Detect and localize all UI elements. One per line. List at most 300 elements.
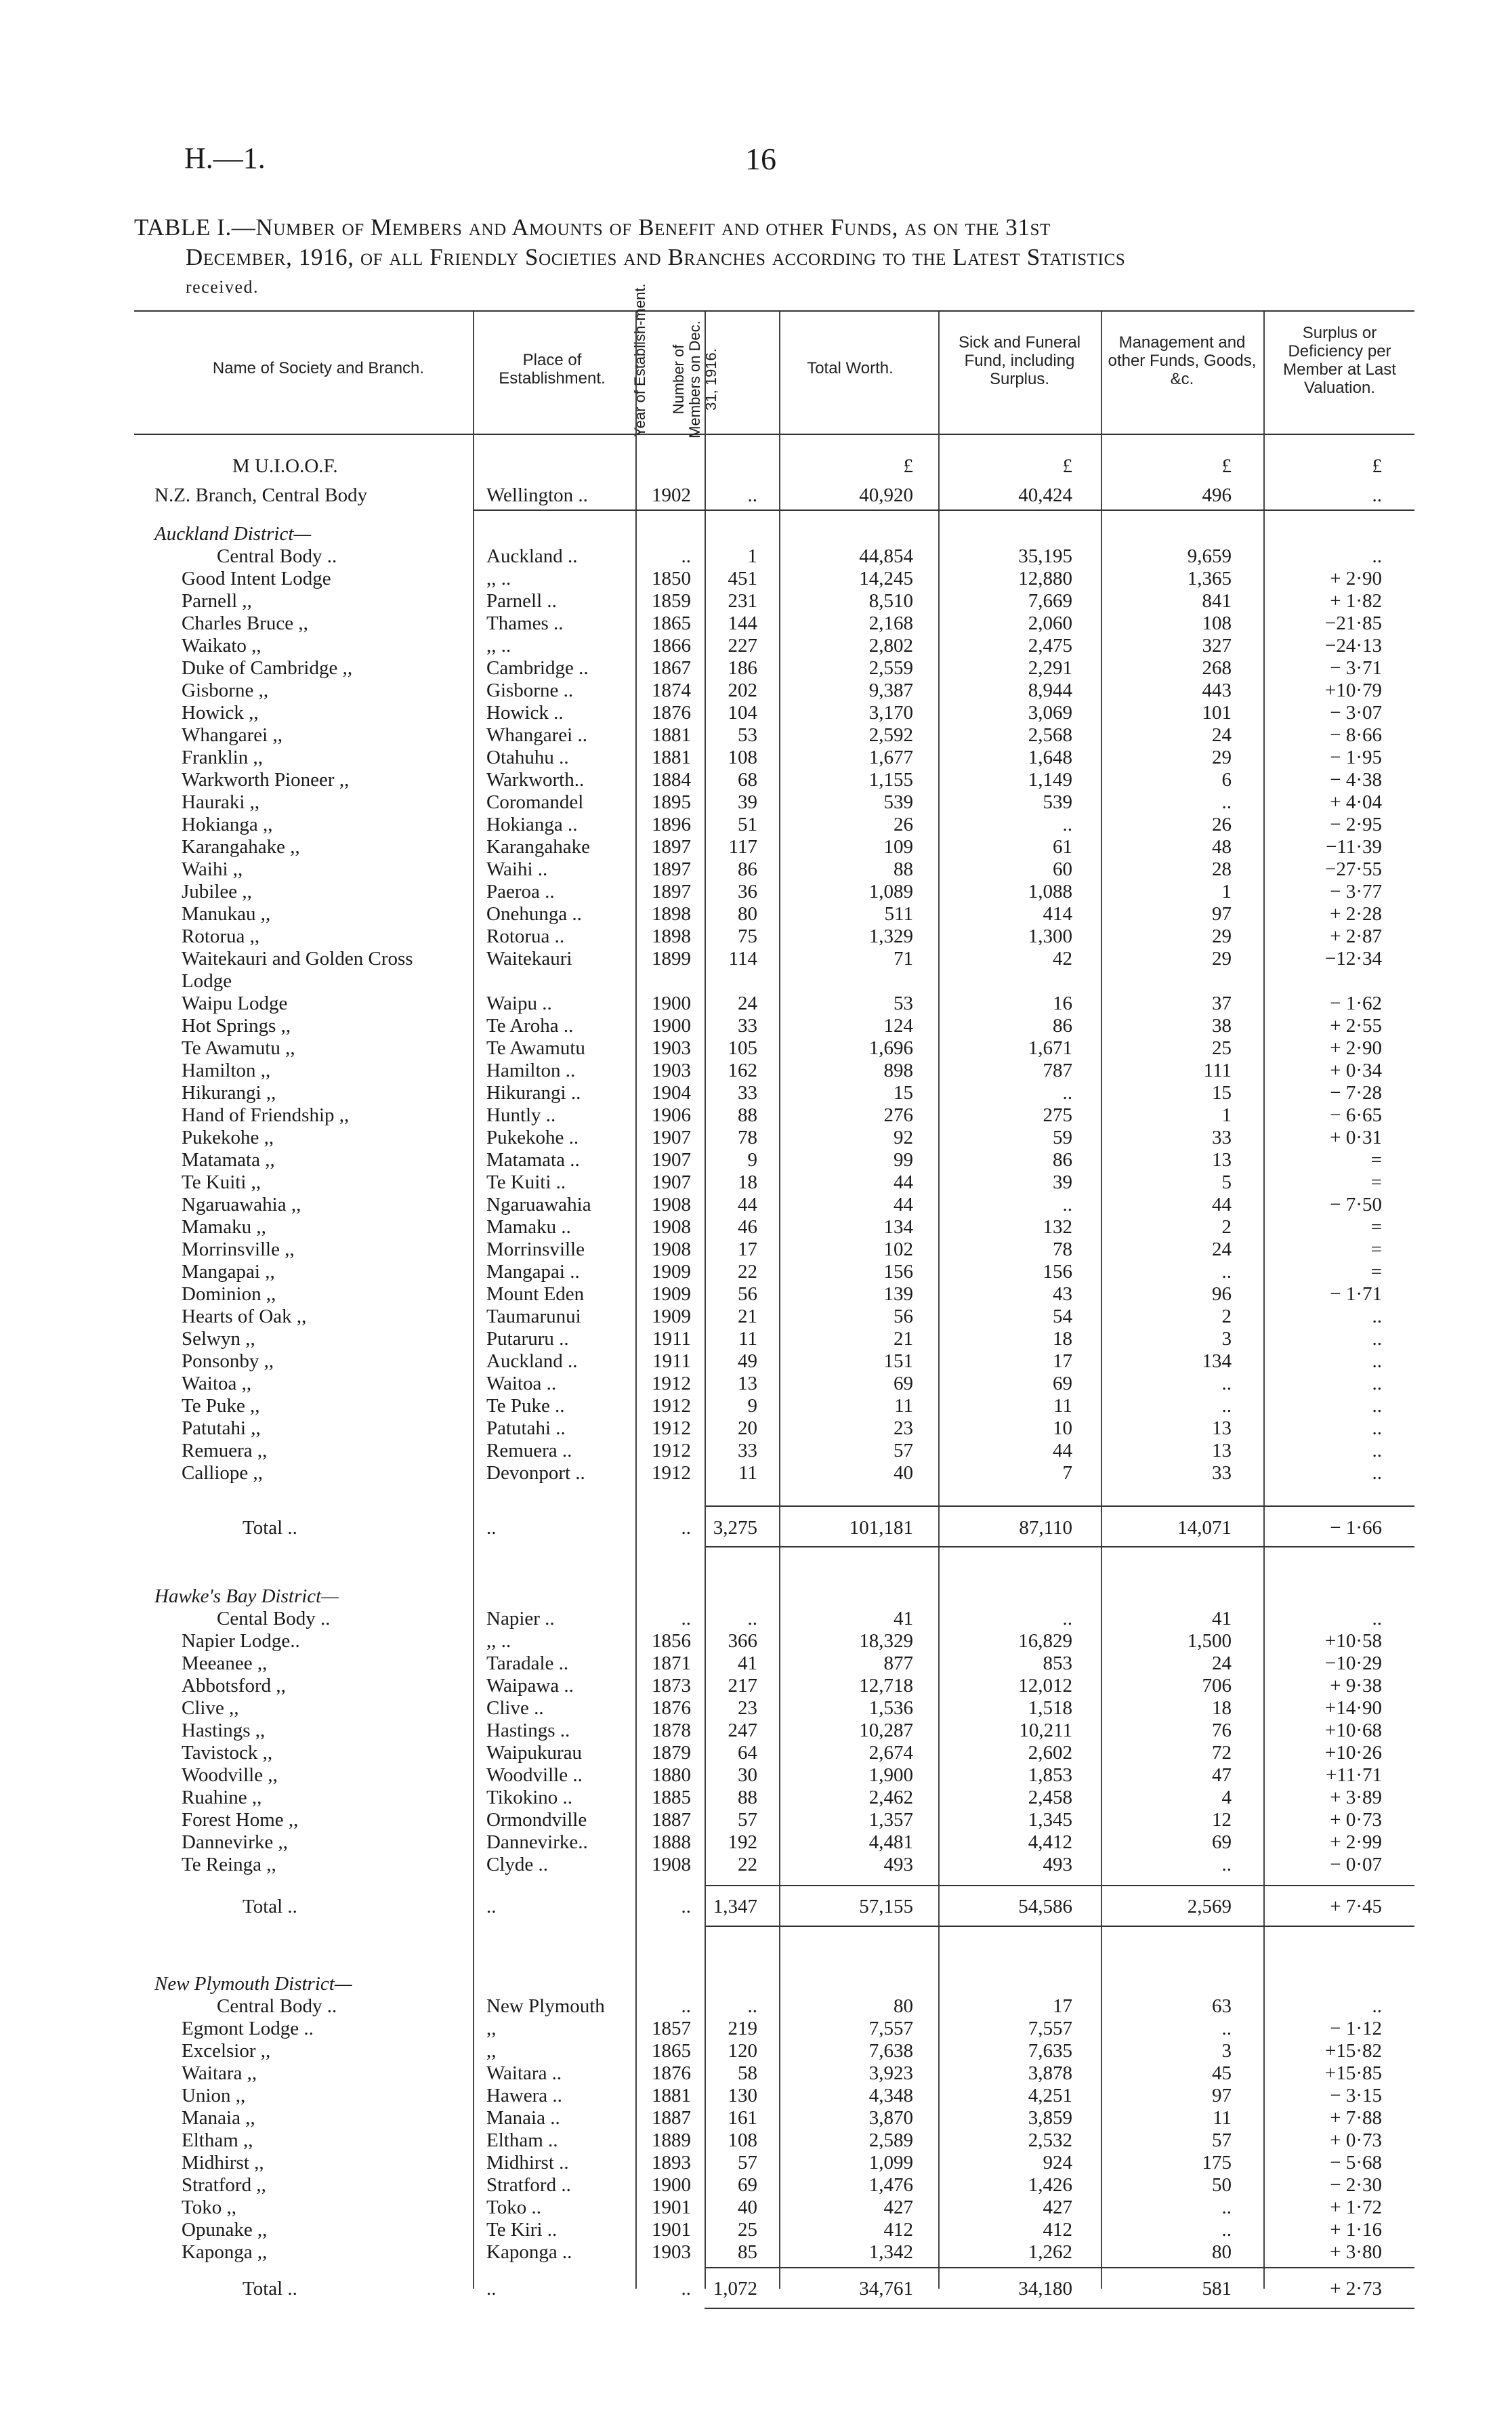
table-row bbox=[134, 2152, 1414, 2174]
total-worth-cell: 1,536 bbox=[868, 1697, 913, 1719]
table-row bbox=[134, 1630, 1414, 1652]
branch-name: Midhirst ,, bbox=[182, 2152, 264, 2174]
place-cell: Wellington .. bbox=[486, 484, 588, 506]
sick-fund-cell: 4,251 bbox=[1028, 2085, 1072, 2106]
place-cell: Te Aroha .. bbox=[486, 1015, 574, 1037]
table-row bbox=[134, 1395, 1414, 1417]
year-cell: .. bbox=[681, 2278, 691, 2300]
surplus-cell: .. bbox=[1372, 1373, 1382, 1394]
surplus-cell: + 7·88 bbox=[1330, 2107, 1382, 2129]
surplus-cell: + 2·90 bbox=[1330, 1037, 1382, 1059]
table-row bbox=[134, 2085, 1414, 2107]
year-cell: 1909 bbox=[652, 1283, 691, 1305]
place-cell: Mamaku .. bbox=[486, 1216, 571, 1238]
total-worth-cell: 1,476 bbox=[868, 2174, 913, 2196]
place-cell: ,, bbox=[486, 2018, 497, 2039]
management-cell: .. bbox=[1221, 2018, 1232, 2039]
members-cell: 22 bbox=[738, 1261, 757, 1283]
sick-fund-cell: 7,557 bbox=[1028, 2018, 1072, 2039]
surplus-cell: .. bbox=[1372, 1328, 1382, 1350]
surplus-cell: − 1·12 bbox=[1330, 2018, 1382, 2039]
table-row bbox=[134, 993, 1414, 1015]
table-row bbox=[134, 1104, 1414, 1127]
surplus-cell: −21·85 bbox=[1324, 612, 1382, 634]
surplus-cell: +10·79 bbox=[1324, 680, 1382, 701]
total-worth-cell: 7,557 bbox=[868, 2018, 913, 2039]
management-cell: .. bbox=[1221, 791, 1232, 813]
table-row bbox=[134, 2129, 1414, 2152]
sick-fund-cell: 2,475 bbox=[1028, 635, 1072, 657]
surplus-cell: + 0·73 bbox=[1330, 1809, 1382, 1831]
surplus-cell: +10·68 bbox=[1324, 1720, 1382, 1741]
column-header-name: Name of Society and Branch. bbox=[212, 359, 425, 377]
members-cell: 227 bbox=[728, 635, 757, 657]
place-cell: Auckland .. bbox=[486, 545, 578, 567]
members-cell: 20 bbox=[738, 1417, 757, 1439]
table-row bbox=[134, 2197, 1414, 2219]
sick-fund-cell: .. bbox=[1062, 1082, 1072, 1104]
sick-fund-cell: 3,878 bbox=[1028, 2062, 1072, 2084]
place-cell: Coromandel bbox=[486, 791, 584, 813]
branch-name: Waipu Lodge bbox=[182, 993, 288, 1014]
members-cell: 25 bbox=[738, 2219, 757, 2241]
year-cell: 1876 bbox=[652, 702, 691, 724]
total-worth-cell: 2,674 bbox=[868, 1742, 913, 1764]
total-worth-cell: 99 bbox=[894, 1149, 913, 1171]
members-cell: 3,275 bbox=[713, 1517, 757, 1539]
total-worth-cell: 1,329 bbox=[868, 926, 913, 947]
year-cell: 1908 bbox=[652, 1854, 691, 1875]
year-cell: 1865 bbox=[652, 2040, 691, 2062]
title-line-2: December, 1916, of all Friendly Societies and Branches according to the Latest Statistics bbox=[186, 244, 1126, 270]
members-cell: 451 bbox=[728, 568, 757, 589]
place-cell: Te Awamutu bbox=[486, 1037, 585, 1059]
year-cell: 1908 bbox=[652, 1216, 691, 1238]
year-cell: .. bbox=[681, 1608, 691, 1629]
year-cell: 1897 bbox=[652, 858, 691, 880]
members-cell: 9 bbox=[747, 1395, 757, 1417]
place-cell: Huntly .. bbox=[486, 1104, 556, 1126]
sick-fund-cell: .. bbox=[1062, 1608, 1072, 1629]
total-worth-cell: 898 bbox=[883, 1060, 913, 1081]
management-cell: 6 bbox=[1221, 769, 1232, 791]
sick-fund-cell: 2,458 bbox=[1028, 1787, 1072, 1808]
place-cell: Hamilton .. bbox=[486, 1060, 576, 1081]
members-cell: 217 bbox=[728, 1675, 757, 1697]
members-cell: 105 bbox=[728, 1037, 757, 1059]
year-cell: 1874 bbox=[652, 680, 691, 701]
sick-fund-cell: 787 bbox=[1043, 1060, 1072, 1081]
members-cell: .. bbox=[747, 1995, 757, 2017]
place-cell: Whangarei .. bbox=[486, 724, 587, 746]
sick-fund-cell: 427 bbox=[1043, 2197, 1072, 2218]
management-cell: 26 bbox=[1212, 814, 1232, 835]
document-code: H.—1. bbox=[184, 142, 266, 175]
branch-name: Cental Body .. bbox=[217, 1608, 331, 1629]
place-cell: Morrinsville bbox=[486, 1239, 585, 1260]
members-cell: 56 bbox=[738, 1283, 757, 1305]
branch-name: Dominion ,, bbox=[182, 1283, 276, 1305]
table-row bbox=[134, 568, 1414, 590]
surplus-cell: − 3·71 bbox=[1330, 657, 1382, 679]
sick-fund-cell: 86 bbox=[1053, 1015, 1072, 1037]
management-cell: 96 bbox=[1212, 1283, 1232, 1305]
year-cell: 1907 bbox=[652, 1171, 691, 1193]
year-cell: 1903 bbox=[652, 1060, 691, 1081]
members-cell: 57 bbox=[738, 2152, 757, 2174]
table-row bbox=[134, 1373, 1414, 1395]
management-cell: 11 bbox=[1213, 2107, 1232, 2129]
surplus-cell: + 2·73 bbox=[1330, 2278, 1382, 2300]
members-cell: 44 bbox=[738, 1194, 757, 1215]
management-cell: .. bbox=[1221, 1261, 1232, 1283]
place-cell: Waipu .. bbox=[486, 993, 552, 1014]
place-cell: Midhirst .. bbox=[486, 2152, 569, 2174]
column-header-management: Management and other Funds, Goods, &c. bbox=[1108, 333, 1257, 388]
management-cell: 72 bbox=[1212, 1742, 1232, 1764]
members-cell: 108 bbox=[728, 2129, 757, 2151]
sick-fund-cell: 54,586 bbox=[1018, 1896, 1072, 1917]
surplus-cell: − 2·30 bbox=[1330, 2174, 1382, 2196]
place-cell: Mount Eden bbox=[486, 1283, 585, 1305]
branch-name: Good Intent Lodge bbox=[182, 568, 331, 589]
table-row bbox=[134, 791, 1414, 814]
sick-fund-cell: 12,880 bbox=[1018, 568, 1072, 589]
total-rule bbox=[705, 1505, 1414, 1507]
management-cell: 1,365 bbox=[1187, 568, 1232, 589]
sick-fund-cell: 86 bbox=[1053, 1149, 1072, 1171]
place-cell: Waitoa .. bbox=[486, 1373, 557, 1394]
surplus-cell: − 1·66 bbox=[1330, 1517, 1382, 1539]
total-worth-cell: 1,357 bbox=[868, 1809, 913, 1831]
year-cell: 1867 bbox=[652, 657, 691, 679]
branch-name: Waihi ,, bbox=[182, 858, 243, 880]
surplus-cell: = bbox=[1370, 1239, 1382, 1260]
members-cell: 86 bbox=[738, 858, 757, 880]
table-row bbox=[134, 724, 1414, 747]
place-cell: Waipukurau bbox=[486, 1742, 583, 1764]
place-cell: Karangahake bbox=[486, 836, 590, 858]
members-cell: 22 bbox=[738, 1854, 757, 1875]
total-worth-cell: 2,559 bbox=[868, 657, 913, 679]
surplus-cell: − 3·77 bbox=[1330, 881, 1382, 902]
place-cell: Stratford .. bbox=[486, 2174, 571, 2196]
table-row bbox=[134, 1764, 1414, 1787]
total-worth-cell: 44,854 bbox=[859, 545, 913, 567]
management-cell: 101 bbox=[1202, 702, 1232, 724]
surplus-cell: − 2·95 bbox=[1330, 814, 1382, 835]
year-cell: 1873 bbox=[652, 1675, 691, 1697]
surplus-cell: .. bbox=[1372, 1995, 1382, 2017]
place-cell: New Plymouth bbox=[486, 1995, 605, 2017]
year-cell: 1907 bbox=[652, 1127, 691, 1148]
sick-fund-cell: 924 bbox=[1043, 2152, 1072, 2174]
year-cell: 1897 bbox=[652, 836, 691, 858]
management-cell: 4 bbox=[1221, 1787, 1232, 1808]
table-row bbox=[134, 1239, 1414, 1261]
management-cell: 3 bbox=[1221, 1328, 1232, 1350]
branch-name: Waitekauri and Golden Cross bbox=[182, 948, 413, 970]
members-cell: 247 bbox=[728, 1720, 757, 1741]
sick-fund-cell: 16 bbox=[1053, 993, 1072, 1014]
year-cell: 1908 bbox=[652, 1239, 691, 1260]
place-cell: Waitara .. bbox=[486, 2062, 562, 2084]
members-cell: 88 bbox=[738, 1787, 757, 1808]
total-worth-cell: 102 bbox=[883, 1239, 913, 1260]
branch-name: Karangahake ,, bbox=[182, 836, 300, 858]
surplus-cell: + 1·82 bbox=[1330, 590, 1382, 612]
management-cell: .. bbox=[1221, 1395, 1232, 1417]
total-worth-cell: 156 bbox=[883, 1261, 913, 1283]
members-cell: 114 bbox=[728, 948, 757, 970]
unit-sick: £ bbox=[1062, 455, 1072, 477]
table-row bbox=[134, 484, 1414, 507]
district-name: Auckland District— bbox=[154, 523, 312, 545]
management-cell: 1 bbox=[1221, 881, 1232, 902]
surplus-cell: = bbox=[1370, 1216, 1382, 1238]
members-cell: 18 bbox=[738, 1171, 757, 1193]
place-cell: ,, .. bbox=[486, 568, 511, 589]
sick-fund-cell: 69 bbox=[1053, 1373, 1072, 1394]
place-cell: ,, .. bbox=[486, 1630, 511, 1652]
management-cell: 97 bbox=[1212, 2085, 1232, 2106]
surplus-cell: −24·13 bbox=[1324, 635, 1382, 657]
members-cell: 11 bbox=[738, 1462, 757, 1484]
surplus-cell: − 1·95 bbox=[1330, 747, 1382, 768]
sick-fund-cell: 2,291 bbox=[1028, 657, 1072, 679]
place-cell: Devonport .. bbox=[486, 1462, 585, 1484]
management-cell: 33 bbox=[1212, 1462, 1232, 1484]
place-cell: Taradale .. bbox=[486, 1652, 569, 1674]
total-worth-cell: 53 bbox=[894, 993, 913, 1014]
management-cell: 33 bbox=[1212, 1127, 1232, 1148]
surplus-cell: .. bbox=[1372, 1395, 1382, 1417]
place-cell: Eltham .. bbox=[486, 2129, 558, 2151]
branch-name: Meeanee ,, bbox=[182, 1652, 268, 1674]
surplus-cell: − 3·07 bbox=[1330, 702, 1382, 724]
sick-fund-cell: 42 bbox=[1053, 948, 1072, 970]
management-cell: 3 bbox=[1221, 2040, 1232, 2062]
total-worth-cell: 124 bbox=[883, 1015, 913, 1037]
surplus-cell: − 4·38 bbox=[1330, 769, 1382, 791]
branch-name: Franklin ,, bbox=[182, 747, 264, 768]
place-cell: Rotorua .. bbox=[486, 926, 565, 947]
sick-fund-cell: 17 bbox=[1053, 1995, 1072, 2017]
sick-fund-cell: 412 bbox=[1043, 2219, 1072, 2241]
total-worth-cell: 3,870 bbox=[868, 2107, 913, 2129]
year-cell: 1903 bbox=[652, 1037, 691, 1059]
sick-fund-cell: 1,518 bbox=[1028, 1697, 1072, 1719]
place-cell: Dannevirke.. bbox=[486, 1831, 588, 1853]
place-cell: .. bbox=[486, 1896, 497, 1917]
members-cell: 17 bbox=[738, 1239, 757, 1260]
unit-surplus: £ bbox=[1372, 455, 1382, 477]
members-cell: 49 bbox=[738, 1350, 757, 1372]
members-cell: 40 bbox=[738, 2197, 757, 2218]
year-cell: 1876 bbox=[652, 2062, 691, 2084]
year-cell: 1911 bbox=[652, 1328, 691, 1350]
branch-name: Te Puke ,, bbox=[182, 1395, 260, 1417]
sick-fund-cell: 132 bbox=[1043, 1216, 1072, 1238]
place-cell: Patutahi .. bbox=[486, 1417, 566, 1439]
sick-fund-cell: 11 bbox=[1053, 1395, 1072, 1417]
sick-fund-cell: 1,345 bbox=[1028, 1809, 1072, 1831]
table-row bbox=[134, 926, 1414, 948]
management-cell: 2 bbox=[1221, 1216, 1232, 1238]
branch-name: Selwyn ,, bbox=[182, 1328, 255, 1350]
surplus-cell: = bbox=[1370, 1171, 1382, 1193]
branch-name: Egmont Lodge .. bbox=[182, 2018, 314, 2039]
year-cell: 1893 bbox=[652, 2152, 691, 2174]
sick-fund-cell: 39 bbox=[1053, 1171, 1072, 1193]
management-cell: 28 bbox=[1212, 858, 1232, 880]
branch-name: Matamata ,, bbox=[182, 1149, 275, 1171]
total-worth-cell: 3,170 bbox=[868, 702, 913, 724]
management-cell: 327 bbox=[1202, 635, 1232, 657]
table-row bbox=[134, 545, 1414, 568]
place-cell: Waipawa .. bbox=[486, 1675, 574, 1697]
table-row bbox=[134, 2219, 1414, 2241]
surplus-cell: −27·55 bbox=[1324, 858, 1382, 880]
sick-fund-cell: 7 bbox=[1062, 1462, 1072, 1484]
place-cell: Hikurangi .. bbox=[486, 1082, 581, 1104]
sick-fund-cell: 2,602 bbox=[1028, 1742, 1072, 1764]
total-worth-cell: 92 bbox=[894, 1127, 913, 1148]
surplus-cell: −10·29 bbox=[1324, 1652, 1382, 1674]
society-name: M U.I.O.O.F. bbox=[232, 455, 338, 477]
total-worth-cell: 12,718 bbox=[859, 1675, 913, 1697]
sick-fund-cell: 78 bbox=[1053, 1239, 1072, 1260]
members-cell: 366 bbox=[728, 1630, 757, 1652]
title-line-1: TABLE I.—Number of Members and Amounts of Benefit and other Funds, as on the 31st bbox=[134, 214, 1051, 241]
management-cell: 29 bbox=[1212, 747, 1232, 768]
branch-name: Rotorua ,, bbox=[182, 926, 260, 947]
sick-fund-cell: 59 bbox=[1053, 1127, 1072, 1148]
place-cell: Ormondville bbox=[486, 1809, 587, 1831]
table-row bbox=[134, 2241, 1414, 2264]
surplus-cell: +15·82 bbox=[1324, 2040, 1382, 2062]
column-header-surplus: Surplus or Deficiency per Member at Last Valuation. bbox=[1283, 324, 1396, 397]
sick-fund-cell: 3,859 bbox=[1028, 2107, 1072, 2129]
members-cell: 130 bbox=[728, 2085, 757, 2106]
place-cell: Te Kuiti .. bbox=[486, 1171, 566, 1193]
sick-fund-cell: 8,944 bbox=[1028, 680, 1072, 701]
table-row bbox=[134, 657, 1414, 680]
branch-name: Hikurangi ,, bbox=[182, 1082, 276, 1104]
place-cell: ,, bbox=[486, 2040, 497, 2062]
management-cell: 13 bbox=[1212, 1417, 1232, 1439]
management-cell: 29 bbox=[1212, 926, 1232, 947]
branch-name: Opunake ,, bbox=[182, 2219, 268, 2241]
branch-name: Jubilee ,, bbox=[182, 881, 252, 902]
sick-fund-cell: 1,671 bbox=[1028, 1037, 1072, 1059]
place-cell: Paeroa .. bbox=[486, 881, 555, 902]
members-cell: 161 bbox=[728, 2107, 757, 2129]
total-worth-cell: 71 bbox=[894, 948, 913, 970]
table-row bbox=[134, 970, 1414, 993]
sick-fund-cell: 1,088 bbox=[1028, 881, 1072, 902]
management-cell: 41 bbox=[1212, 1608, 1232, 1629]
members-cell: 144 bbox=[728, 612, 757, 634]
management-cell: 57 bbox=[1212, 2129, 1232, 2151]
year-cell: 1901 bbox=[652, 2197, 691, 2218]
management-cell: 48 bbox=[1212, 836, 1232, 858]
members-cell: 120 bbox=[728, 2040, 757, 2062]
place-cell: Waitekauri bbox=[486, 948, 572, 970]
district-name: New Plymouth District— bbox=[154, 1973, 352, 1995]
branch-name: Patutahi ,, bbox=[182, 1417, 261, 1439]
sick-fund-cell: 2,568 bbox=[1028, 724, 1072, 746]
table-row bbox=[134, 1015, 1414, 1037]
sick-fund-cell: 40,424 bbox=[1018, 484, 1072, 506]
branch-name: Hastings ,, bbox=[182, 1720, 266, 1741]
members-cell: 231 bbox=[728, 590, 757, 612]
surplus-cell: +10·58 bbox=[1324, 1630, 1382, 1652]
year-cell: .. bbox=[681, 1995, 691, 2017]
table-row bbox=[134, 702, 1414, 724]
table-row bbox=[134, 1697, 1414, 1720]
place-cell: Woodville .. bbox=[486, 1764, 583, 1786]
branch-name: Lodge bbox=[182, 970, 232, 992]
year-cell: 1912 bbox=[652, 1373, 691, 1394]
table-row bbox=[134, 1608, 1414, 1630]
total-worth-cell: 69 bbox=[894, 1373, 913, 1394]
place-cell: Napier .. bbox=[486, 1608, 555, 1629]
management-cell: 44 bbox=[1212, 1194, 1232, 1215]
members-cell: 68 bbox=[738, 769, 757, 791]
table-row bbox=[134, 1854, 1414, 1876]
year-cell: 1900 bbox=[652, 993, 691, 1014]
branch-name: Mamaku ,, bbox=[182, 1216, 266, 1238]
table-row bbox=[134, 2018, 1414, 2040]
surplus-cell: .. bbox=[1372, 1306, 1382, 1327]
total-worth-cell: 26 bbox=[894, 814, 913, 835]
place-cell: Cambridge .. bbox=[486, 657, 589, 679]
year-cell: 1900 bbox=[652, 1015, 691, 1037]
management-cell: 14,071 bbox=[1177, 1517, 1232, 1539]
management-cell: 268 bbox=[1202, 657, 1232, 679]
sick-fund-cell: 10,211 bbox=[1019, 1720, 1072, 1741]
management-cell: .. bbox=[1221, 2219, 1232, 2241]
members-cell: 58 bbox=[738, 2062, 757, 2084]
total-worth-cell: 4,481 bbox=[868, 1831, 913, 1853]
sick-fund-cell: 1,262 bbox=[1028, 2241, 1072, 2263]
sick-fund-cell: 18 bbox=[1053, 1328, 1072, 1350]
surplus-cell: − 3·15 bbox=[1330, 2085, 1382, 2106]
year-cell: 1889 bbox=[652, 2129, 691, 2151]
total-rule bbox=[705, 2267, 1414, 2268]
total-worth-cell: 2,168 bbox=[868, 612, 913, 634]
sick-fund-cell: 61 bbox=[1053, 836, 1072, 858]
year-cell: 1907 bbox=[652, 1149, 691, 1171]
table-row bbox=[134, 1060, 1414, 1082]
year-cell: 1898 bbox=[652, 926, 691, 947]
year-cell: 1887 bbox=[652, 2107, 691, 2129]
branch-name: Toko ,, bbox=[182, 2197, 236, 2218]
year-cell: 1881 bbox=[652, 724, 691, 746]
district-heading bbox=[134, 523, 1414, 545]
year-cell: 1901 bbox=[652, 2219, 691, 2241]
place-cell: Te Kiri .. bbox=[486, 2219, 558, 2241]
place-cell: Mangapai .. bbox=[486, 1261, 580, 1283]
table-row bbox=[134, 747, 1414, 769]
table-row bbox=[134, 635, 1414, 657]
branch-name: Total .. bbox=[243, 1896, 297, 1917]
year-cell: 1909 bbox=[652, 1306, 691, 1327]
branch-name: Calliope ,, bbox=[182, 1462, 264, 1484]
branch-name: Waitoa ,, bbox=[182, 1373, 252, 1394]
total-worth-cell: 134 bbox=[883, 1216, 913, 1238]
